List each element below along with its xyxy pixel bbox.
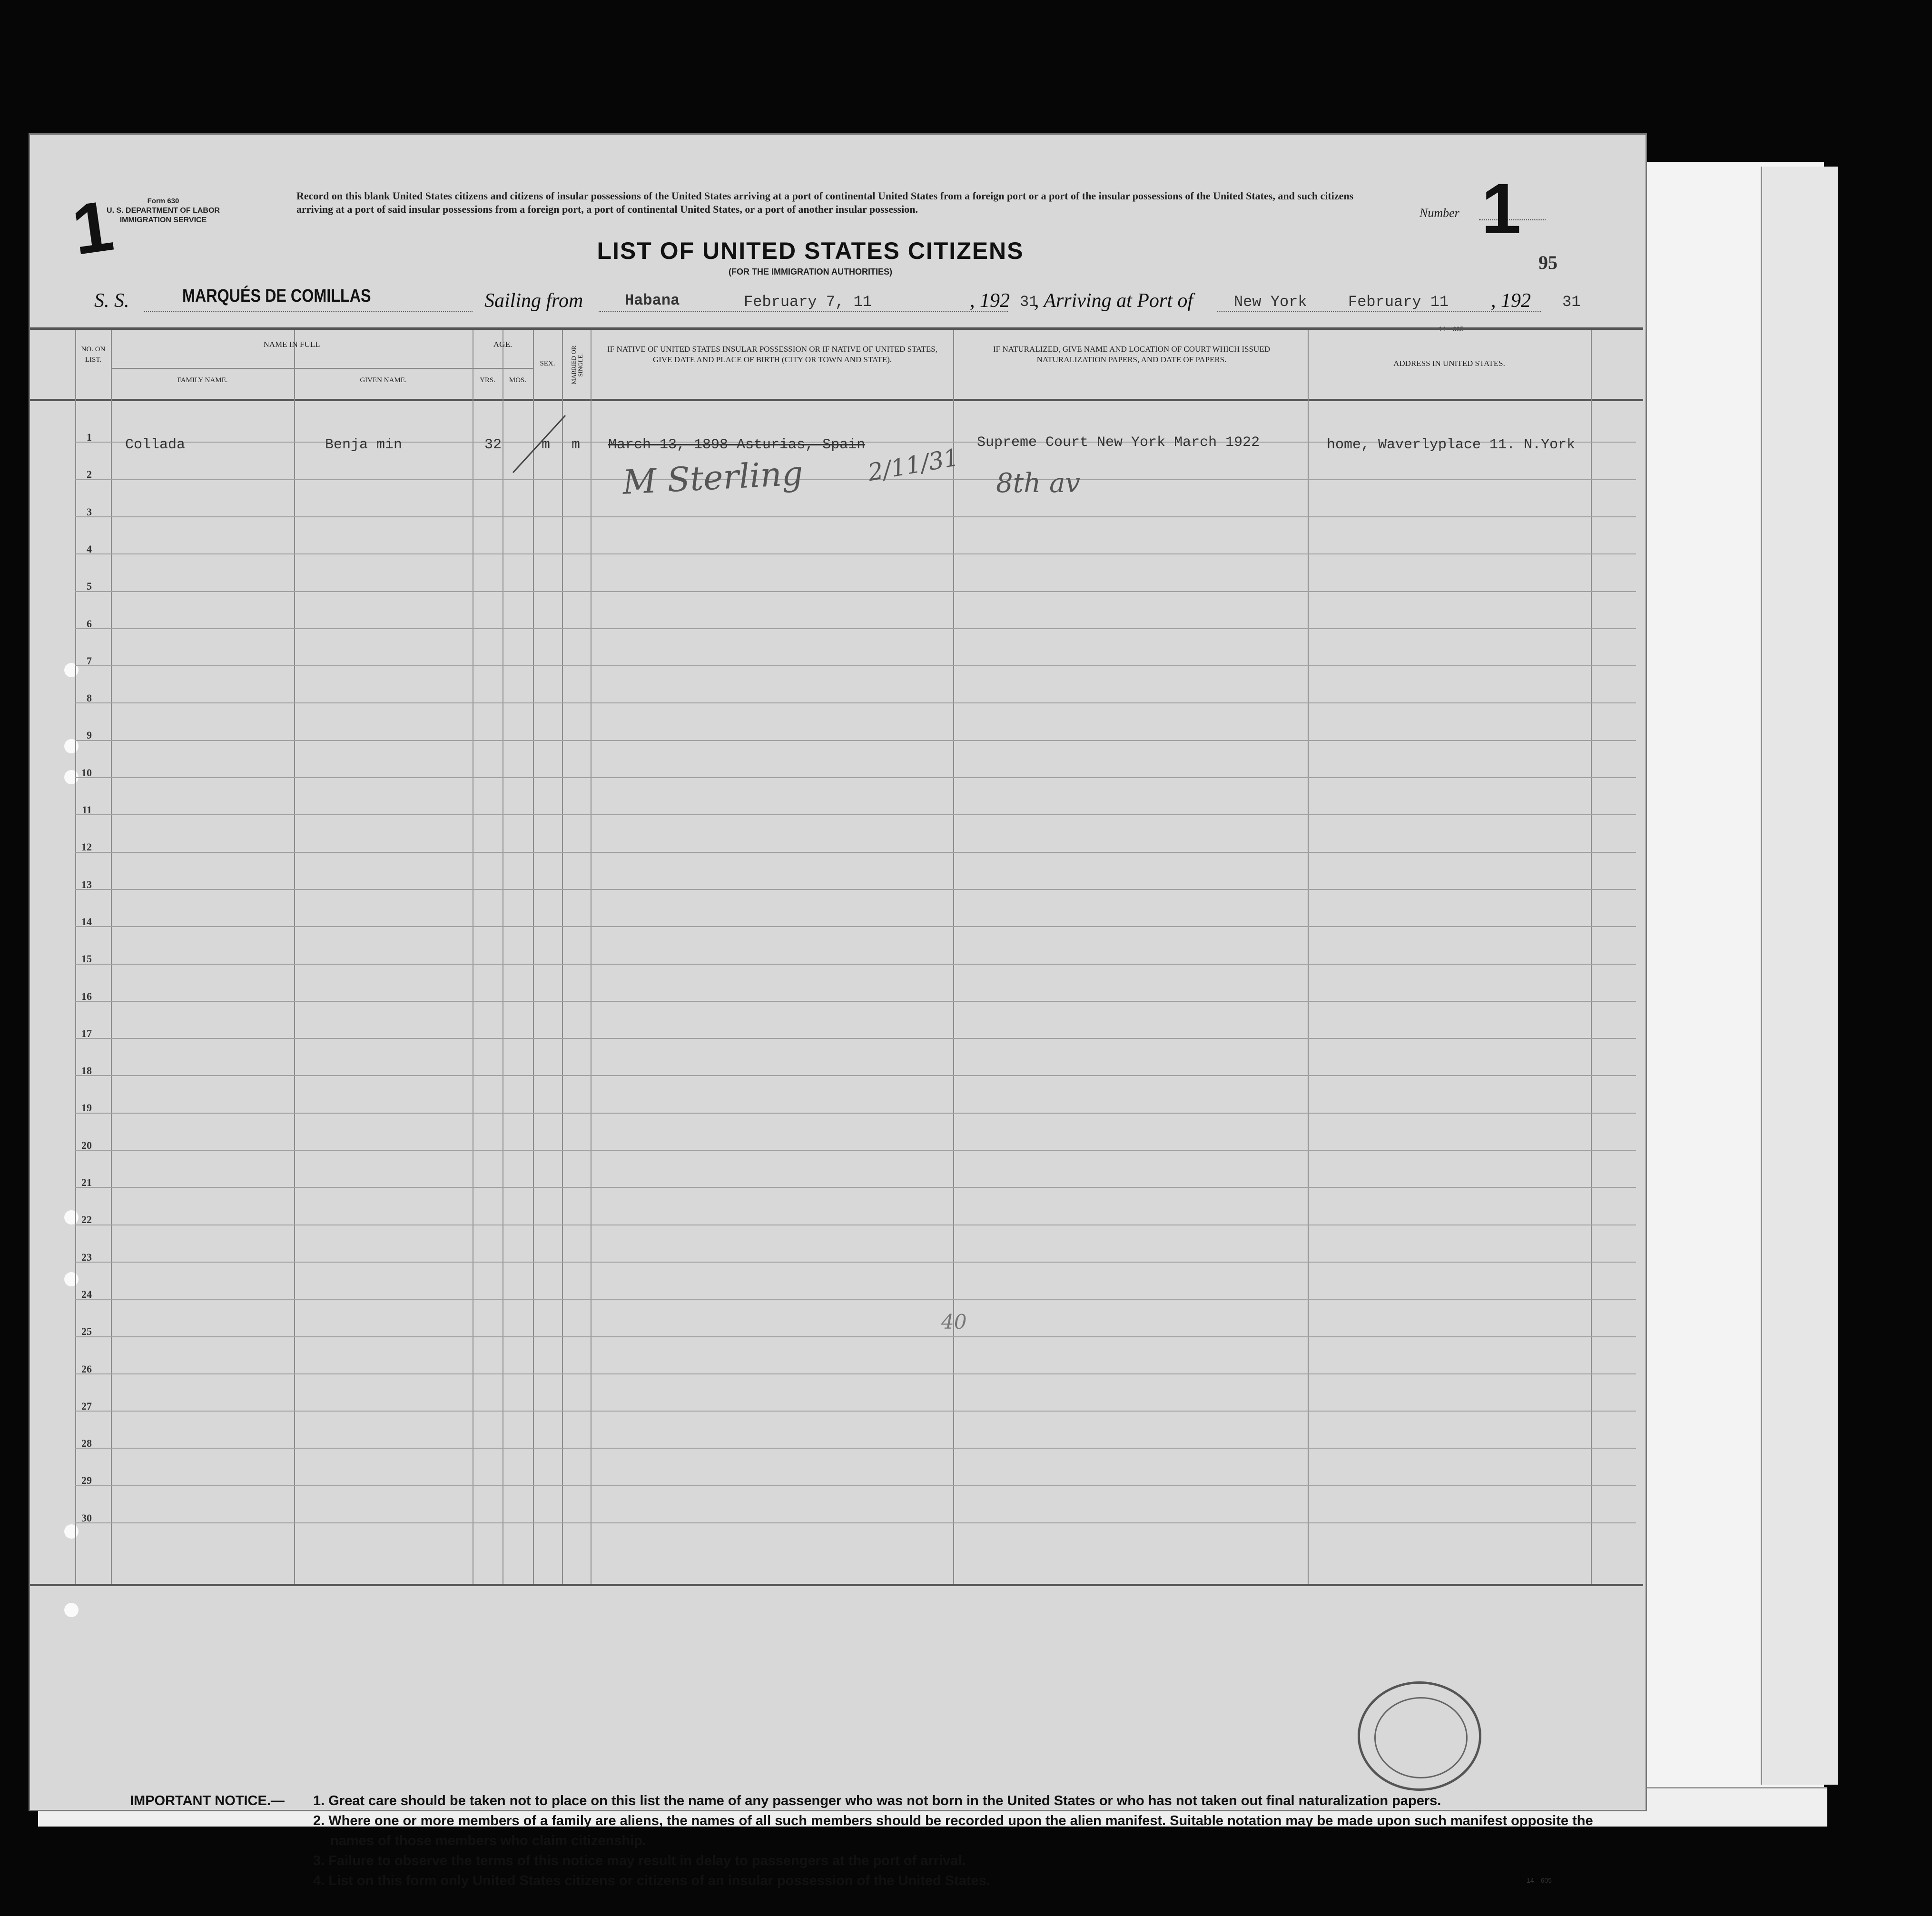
arrival-port: New York bbox=[1234, 293, 1307, 311]
sailing-line bbox=[599, 311, 1008, 312]
row-rule bbox=[75, 852, 1636, 853]
form-code-bottom: 14—605 bbox=[1527, 1876, 1552, 1884]
row-rule bbox=[75, 1411, 1636, 1412]
manifest-sheet bbox=[29, 133, 1647, 1888]
row-rule bbox=[75, 1262, 1636, 1263]
instructions-text: Record on this blank United States citizens and citizens of insular possessions of the United States arriving at a port of continental United States from a foreign port or a port of the insular possessions of the United States, and such citizens arriving at a port of said insular possessions from a foreign port, a port of continental United States, or a port of another insular possession. bbox=[296, 190, 1354, 215]
row-number: 11 bbox=[82, 804, 92, 816]
row-number: 12 bbox=[81, 841, 92, 853]
backing-page-edge bbox=[1761, 167, 1838, 1785]
list-number-stamp: 1 bbox=[67, 185, 118, 270]
row-number: 5 bbox=[87, 580, 92, 593]
number-value: 1 bbox=[1481, 168, 1521, 248]
row-number: 16 bbox=[81, 990, 92, 1002]
col-header-given: GIVEN NAME. bbox=[360, 376, 407, 384]
row-rule bbox=[75, 1150, 1636, 1151]
col-header-no: NO. ON LIST. bbox=[81, 346, 106, 364]
row-number: 23 bbox=[81, 1251, 92, 1263]
table-top-rule bbox=[30, 327, 1643, 330]
row-rule bbox=[75, 702, 1636, 703]
ss-label: S. S. bbox=[94, 290, 129, 312]
row-1-given-name: Benja min bbox=[325, 437, 403, 453]
notice-item-2: 2. Where one or more members of a family are aliens, the names of all such members should be recorded upon the alien manifest. Suitable notation may be made upon such manifest opposite the names of those members who claim citizenship. bbox=[313, 1813, 1593, 1848]
notice-items bbox=[313, 1791, 1622, 1891]
row-number: 1 bbox=[87, 431, 92, 443]
row-number: 6 bbox=[87, 617, 92, 630]
row-rule bbox=[75, 665, 1636, 666]
col-header-yrs: YRS. bbox=[480, 376, 495, 384]
col-header-address: ADDRESS IN UNITED STATES. bbox=[1393, 359, 1505, 368]
number-label: Number bbox=[1419, 206, 1459, 220]
row-number: 29 bbox=[81, 1474, 92, 1487]
row-number: 17 bbox=[81, 1027, 92, 1039]
row-number: 4 bbox=[87, 543, 92, 555]
row-rule bbox=[75, 926, 1636, 927]
row-rule bbox=[75, 516, 1636, 517]
arriving-label: , Arriving at Port of bbox=[1034, 290, 1193, 312]
row-rule bbox=[75, 591, 1636, 592]
age-slash-mark bbox=[511, 411, 568, 477]
col-header-family: FAMILY NAME. bbox=[177, 376, 228, 384]
row-1-address: home, Waverlyplace 11. N.York bbox=[1327, 437, 1576, 453]
row-rule bbox=[75, 1336, 1636, 1337]
sailing-port: Habana bbox=[625, 292, 680, 309]
form-code-top: 14—605 bbox=[1439, 325, 1464, 333]
row-rule bbox=[75, 1522, 1636, 1523]
row-rule bbox=[75, 1485, 1636, 1486]
row-1-naturalized: Supreme Court New York March 1922 bbox=[977, 435, 1260, 451]
row-number: 26 bbox=[81, 1363, 92, 1375]
sailing-date: February 7, 11 bbox=[744, 293, 872, 311]
row-rule bbox=[75, 1075, 1636, 1076]
year-prefix-2: , 192 bbox=[1491, 290, 1531, 312]
col-header-naturalized: IF NATURALIZED, GIVE NAME AND LOCATION OF COURT WHICH ISSUED NATURALIZATION PAPERS, AND DATE OF PAPERS. bbox=[993, 345, 1270, 364]
row-rule bbox=[75, 889, 1636, 890]
naturalized-note: 8th av bbox=[996, 468, 1081, 499]
ship-name: MARQUÉS DE COMILLAS bbox=[182, 286, 371, 306]
col-header-name: NAME IN FULL bbox=[263, 340, 320, 349]
row-number: 30 bbox=[81, 1511, 92, 1524]
arrival-date: February 11 bbox=[1348, 293, 1449, 311]
row-number: 27 bbox=[81, 1400, 92, 1412]
row-1-family-name: Collada bbox=[125, 437, 186, 453]
row-1-age-yrs: 32 bbox=[484, 437, 502, 453]
shipping-company-seal bbox=[1358, 1681, 1481, 1791]
punch-hole bbox=[64, 1603, 79, 1617]
row-number: 19 bbox=[81, 1102, 92, 1114]
col-header-married: MARRIED OR SINGLE. bbox=[570, 346, 584, 385]
row-1-birth: March 13, 1898 Asturias, Spain bbox=[608, 437, 866, 453]
notice-item-1: 1. Great care should be taken not to place on this list the name of any passenger who was not born in the United States or who has not taken out final naturalization papers. bbox=[313, 1793, 1441, 1808]
row-number: 13 bbox=[81, 878, 92, 890]
row-rule bbox=[75, 1001, 1636, 1002]
service-name: IMMIGRATION SERVICE bbox=[119, 216, 207, 224]
row-1-sex: m bbox=[542, 437, 551, 453]
form-number: Form 630 bbox=[147, 197, 179, 205]
row-rule bbox=[75, 1448, 1636, 1449]
department-name: U. S. DEPARTMENT OF LABOR bbox=[107, 207, 220, 215]
row-number: 15 bbox=[81, 953, 92, 965]
row-1-married: m bbox=[572, 437, 581, 453]
row-rule bbox=[75, 777, 1636, 778]
row-rule bbox=[75, 1038, 1636, 1039]
row-number: 8 bbox=[87, 692, 92, 704]
table-bottom-rule bbox=[30, 1584, 1643, 1586]
notice-item-4: 4. List on this form only United States citizens or citizens of an insular possession of the United States. bbox=[313, 1873, 990, 1888]
row-rule bbox=[75, 814, 1636, 815]
year-suffix-2: 31 bbox=[1562, 293, 1581, 311]
row-number: 3 bbox=[87, 505, 92, 518]
row-number: 24 bbox=[81, 1288, 92, 1300]
row-number: 14 bbox=[81, 915, 92, 928]
col-header-age: AGE. bbox=[493, 340, 513, 349]
row-number: 22 bbox=[81, 1214, 92, 1226]
header-bottom-rule bbox=[30, 399, 1643, 401]
row-number: 28 bbox=[81, 1437, 92, 1450]
row-rule bbox=[75, 1299, 1636, 1300]
year-prefix-1: , 192 bbox=[970, 290, 1010, 312]
notice-item-3: 3. Failure to observe the terms of this notice may result in delay to passengers at the port of arrival. bbox=[313, 1853, 966, 1868]
row-rule bbox=[75, 740, 1636, 741]
row-number: 2 bbox=[87, 468, 92, 481]
row-number: 21 bbox=[81, 1176, 92, 1188]
col-header-mos: MOS. bbox=[509, 376, 527, 384]
pencil-mark: 40 bbox=[941, 1310, 967, 1333]
form-subtitle: (FOR THE IMMIGRATION AUTHORITIES) bbox=[729, 267, 892, 277]
ship-name-line bbox=[144, 311, 473, 312]
col-header-birth: IF NATIVE OF UNITED STATES INSULAR POSSESSION OR IF NATIVE OF UNITED STATES, GIVE DATE AND PLACE OF BIRTH (CITY OR TOWN AND STATE). bbox=[607, 345, 937, 364]
row-rule bbox=[75, 628, 1636, 629]
notice-heading: IMPORTANT NOTICE.— bbox=[130, 1793, 285, 1808]
signature-date: 2/11/31 bbox=[866, 443, 961, 487]
row-rule bbox=[75, 479, 1636, 480]
row-number: 25 bbox=[81, 1325, 92, 1338]
col-header-sex: SEX. bbox=[540, 360, 555, 367]
row-number: 20 bbox=[81, 1139, 92, 1151]
row-rule bbox=[75, 1113, 1636, 1114]
row-rule bbox=[75, 964, 1636, 965]
sailing-from-label: Sailing from bbox=[484, 290, 583, 312]
page-number: 95 bbox=[1538, 252, 1557, 273]
form-title: LIST OF UNITED STATES CITIZENS bbox=[597, 237, 1024, 264]
row-rule bbox=[75, 553, 1636, 554]
inspector-signature: M Sterling bbox=[621, 454, 804, 502]
punch-hole bbox=[64, 1524, 79, 1539]
row-number: 10 bbox=[81, 766, 92, 779]
row-number: 9 bbox=[87, 729, 92, 741]
row-number: 7 bbox=[87, 654, 92, 667]
year-suffix-1: 31 bbox=[1020, 293, 1038, 311]
row-rule bbox=[75, 1373, 1636, 1374]
punch-hole bbox=[64, 1272, 79, 1286]
row-rule bbox=[75, 1187, 1636, 1188]
row-number: 18 bbox=[81, 1065, 92, 1077]
